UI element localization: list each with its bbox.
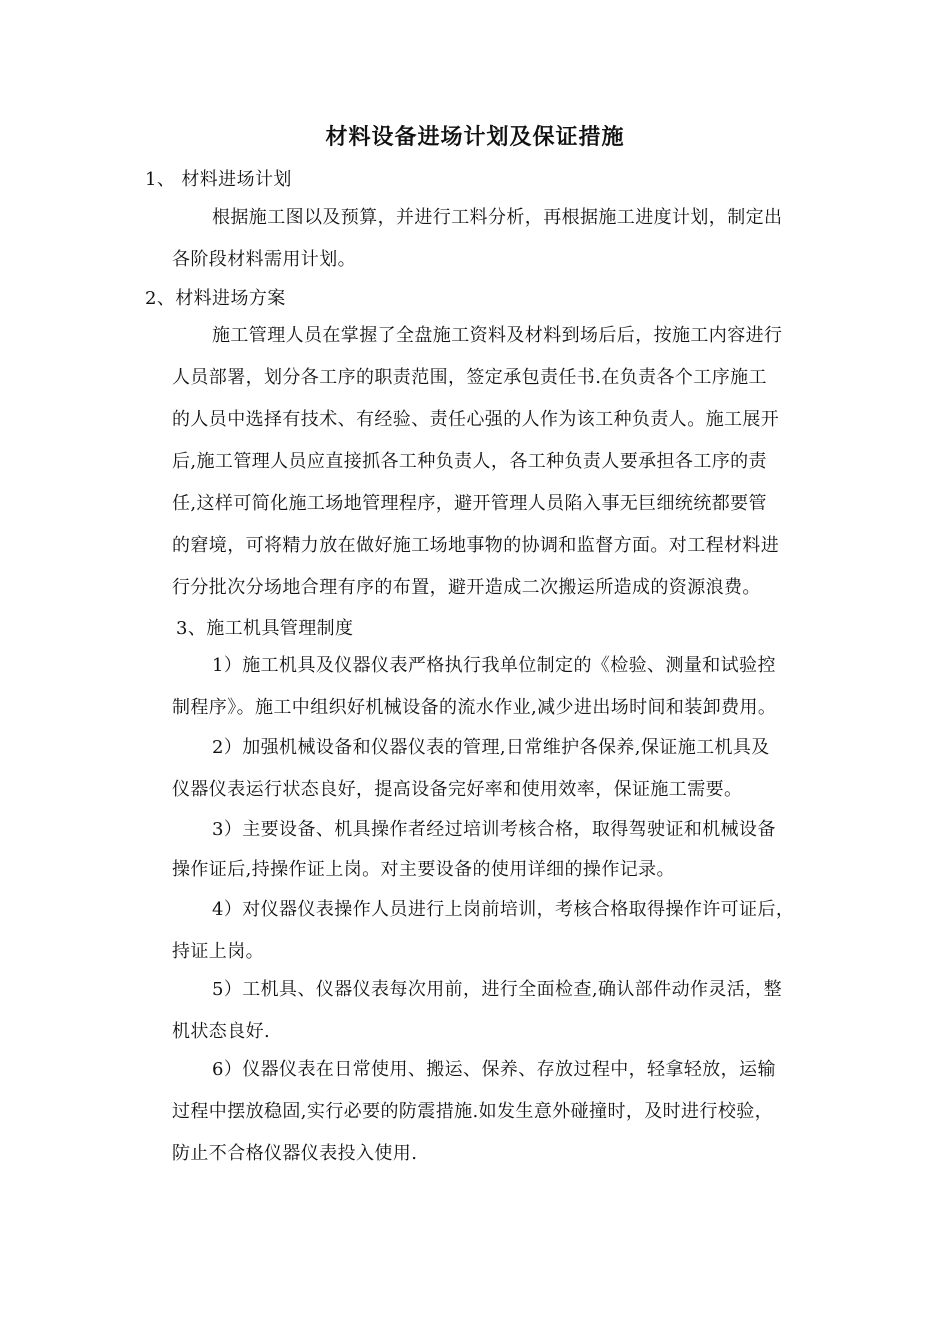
section-2-line-2: 人员部署，划分各工序的职责范围，签定承包责任书.在负责各个工序施工	[172, 367, 767, 388]
section-1-line-1: 根据施工图以及预算，并进行工料分析，再根据施工进度计划，制定出	[212, 207, 783, 228]
section-2-line-5: 任,这样可简化施工场地管理程序，避开管理人员陷入事无巨细统统都要管	[172, 493, 767, 514]
item-4-line-2: 持证上岗。	[172, 941, 264, 962]
item-2-line-2: 仪器仪表运行状态良好，提高设备完好率和使用效率，保证施工需要。	[172, 779, 743, 800]
section-2-line-6: 的窘境，可将精力放在做好施工场地事物的协调和监督方面。对工程材料进	[172, 535, 780, 556]
item-6-line-1: 6）仪器仪表在日常使用、搬运、保养、存放过程中，轻拿轻放，运输	[212, 1059, 776, 1080]
item-3-line-2: 操作证后,持操作证上岗。对主要设备的使用详细的操作记录。	[172, 859, 675, 880]
item-6-line-3: 防止不合格仪器仪表投入使用.	[172, 1143, 418, 1164]
section-1-line-2: 各阶段材料需用计划。	[172, 249, 356, 270]
section-2-line-3: 的人员中选择有技术、有经验、责任心强的人作为该工种负责人。施工展开	[172, 409, 780, 430]
item-5-line-2: 机状态良好.	[172, 1021, 271, 1042]
item-6-line-2: 过程中摆放稳固,实行必要的防震措施.如发生意外碰撞时，及时进行校验，	[172, 1101, 774, 1122]
item-5-line-1: 5）工机具、仪器仪表每次用前，进行全面检查,确认部件动作灵活，整	[212, 979, 782, 1000]
section-3-heading: 3、施工机具管理制度	[176, 618, 354, 639]
item-1-line-1: 1）施工机具及仪器仪表严格执行我单位制定的《检验、测量和试验控	[212, 655, 776, 676]
item-2-line-1: 2）加强机械设备和仪器仪表的管理,日常维护各保养,保证施工机具及	[212, 737, 770, 758]
item-3-line-1: 3）主要设备、机具操作者经过培训考核合格，取得驾驶证和机械设备	[212, 819, 776, 840]
item-1-line-2: 制程序》。施工中组织好机械设备的流水作业,减少进出场时间和装卸费用。	[172, 697, 777, 718]
item-4-line-1: 4）对仪器仪表操作人员进行上岗前培训，考核合格取得操作许可证后，	[212, 899, 795, 920]
section-2-line-1: 施工管理人员在掌握了全盘施工资料及材料到场后后，按施工内容进行	[212, 325, 783, 346]
section-1-heading: 1、 材料进场计划	[145, 169, 292, 190]
section-2-line-4: 后,施工管理人员应直接抓各工种负责人，各工种负责人要承担各工序的责	[172, 451, 767, 472]
section-2-line-7: 行分批次分场地合理有序的布置，避开造成二次搬运所造成的资源浪费。	[172, 577, 761, 598]
document-title: 材料设备进场计划及保证措施	[325, 124, 625, 150]
section-2-heading: 2、材料进场方案	[145, 288, 286, 309]
